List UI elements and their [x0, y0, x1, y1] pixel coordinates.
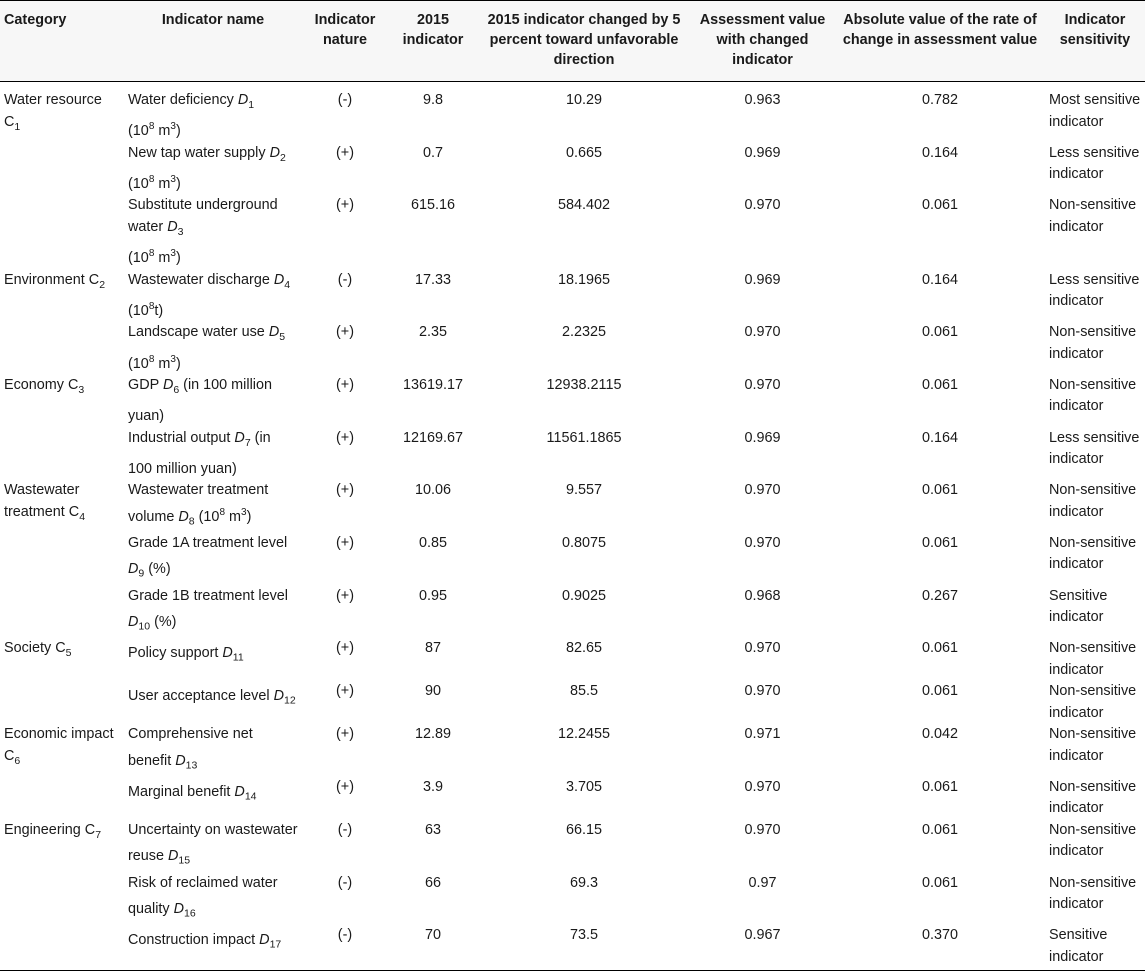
indicator-unit-text: (in 100 million yuan)	[128, 429, 271, 477]
indicator-unit-text: (in 100 million yuan)	[128, 376, 272, 425]
indicator-subscript: 8	[188, 515, 195, 528]
rate-of-change-cell: 0.061	[921, 376, 958, 393]
indicator-name-text: Marginal benefit	[128, 783, 235, 800]
indicator-subscript: 16	[184, 907, 196, 920]
category-cell	[0, 428, 124, 481]
category-text: Water resource C	[4, 92, 102, 130]
category-text: Society C	[4, 640, 66, 657]
indicator-subscript: 12	[284, 694, 296, 707]
indicator-name-text: Comprehensive net benefit	[128, 726, 253, 769]
indicator-unit-close: )	[246, 508, 252, 525]
indicator-unit-text: (%)	[144, 561, 171, 578]
table-row	[0, 533, 1145, 586]
category-text: Wastewater treatment C	[4, 482, 80, 520]
indicator-unit-text: (10	[128, 355, 149, 372]
category-text: Engineering C	[4, 821, 96, 838]
header-assessment-value: Assessment value with changed indicator	[690, 1, 835, 82]
changed-indicator-cell: 85.5	[569, 683, 598, 700]
indicator-nature-cell: (+)	[336, 482, 354, 499]
indicator-unit-end: t	[154, 302, 159, 319]
indicator-unit-superscript: 8	[148, 174, 155, 186]
indicator-variable: D	[167, 218, 178, 235]
changed-indicator-cell: 69.3	[569, 874, 598, 891]
indicator-sensitivity-cell: Non-sensitive indicator	[1049, 640, 1137, 678]
category-subscript: 5	[65, 647, 72, 660]
indicator-unit-end: m	[154, 250, 171, 267]
category-cell	[0, 322, 124, 375]
indicator-variable: D	[259, 932, 270, 949]
indicator-unit-superscript: 8	[148, 248, 155, 260]
indicator-sensitivity-cell: Non-sensitive indicator	[1049, 683, 1137, 721]
indicator-name-cell	[124, 777, 302, 820]
category-subscript: 3	[78, 383, 85, 396]
category-cell	[0, 82, 124, 143]
indicator-2015-cell: 12169.67	[402, 429, 464, 446]
indicator-sensitivity-cell: Non-sensitive indicator	[1049, 778, 1137, 817]
indicator-name-text: Policy support	[128, 645, 223, 662]
indicator-sensitivity-cell: Sensitive indicator	[1045, 925, 1145, 971]
indicator-name-text: Grade 1A treatment level	[128, 534, 288, 551]
indicator-variable: D	[273, 271, 285, 288]
assessment-value-cell: 0.970	[744, 376, 781, 393]
indicator-unit-close: )	[175, 250, 181, 267]
header-indicator-nature: Indicator nature	[302, 1, 388, 82]
rate-of-change-cell: 0.061	[921, 640, 958, 657]
indicator-sensitivity-cell: Sensitive indicator	[1049, 587, 1108, 626]
table-row	[0, 322, 1145, 375]
assessment-value-cell: 0.970	[744, 324, 781, 341]
rate-of-change-cell: 0.061	[921, 534, 958, 551]
indicator-subscript: 13	[185, 759, 198, 772]
indicator-name-cell	[124, 873, 302, 926]
indicator-name-text: Uncertainty on wastewater reuse	[128, 821, 298, 865]
category-cell	[0, 638, 124, 681]
assessment-value-cell: 0.969	[744, 429, 781, 446]
rate-of-change-cell: 0.164	[921, 144, 958, 161]
indicator-variable: D	[273, 688, 284, 705]
indicator-2015-cell: 13619.17	[402, 376, 464, 393]
category-cell	[0, 533, 124, 586]
changed-indicator-cell: 0.9025	[561, 587, 606, 604]
indicator-2015-cell: 0.95	[418, 587, 447, 604]
indicator-name-cell	[124, 925, 302, 971]
assessment-value-cell: 0.968	[744, 587, 781, 604]
indicator-nature-cell: (+)	[336, 778, 354, 795]
indicator-nature-cell: (-)	[337, 874, 353, 891]
indicator-name-text: Wastewater discharge	[128, 271, 274, 288]
changed-indicator-cell: 3.705	[565, 778, 602, 795]
category-cell	[0, 480, 124, 533]
indicator-subscript: 3	[177, 225, 184, 238]
indicator-variable: D	[234, 429, 245, 446]
indicator-unit-superscript: 8	[148, 121, 155, 133]
indicator-nature-cell: (+)	[336, 726, 354, 743]
indicator-sensitivity-cell: Non-sensitive indicator	[1049, 482, 1137, 520]
indicator-2015-cell: 70	[388, 925, 478, 971]
header-indicator-name: Indicator name	[124, 1, 302, 82]
indicator-unit-text: (10	[128, 302, 149, 319]
category-cell	[0, 681, 124, 724]
category-subscript: 4	[79, 510, 86, 523]
indicator-name-text: Water deficiency	[128, 92, 238, 108]
indicator-name-text: GDP	[128, 376, 163, 393]
indicator-variable: D	[175, 752, 186, 769]
rate-of-change-cell: 0.061	[921, 683, 958, 700]
indicator-name-cell	[124, 375, 302, 428]
indicator-name-cell	[124, 480, 302, 533]
rate-of-change-cell: 0.061	[921, 778, 958, 795]
indicator-unit-text: (%)	[150, 613, 177, 630]
rate-of-change-cell: 0.267	[921, 587, 958, 604]
category-subscript: 6	[14, 754, 21, 767]
indicator-variable: D	[268, 324, 280, 341]
indicator-2015-cell: 90	[424, 683, 441, 700]
changed-indicator-cell: 18.1965	[557, 271, 611, 288]
indicator-2015-cell: 3.9	[422, 778, 443, 795]
indicator-unit-end: m	[154, 175, 171, 192]
indicator-variable: D	[178, 508, 189, 525]
assessment-value-cell: 0.970	[744, 640, 781, 657]
indicator-nature-cell: (+)	[336, 324, 354, 341]
indicator-subscript: 4	[284, 278, 291, 291]
assessment-value-cell: 0.970	[744, 534, 781, 551]
indicator-subscript: 7	[244, 436, 251, 449]
indicator-sensitivity-cell: Less sensitive indicator	[1049, 144, 1140, 183]
rate-of-change-cell: 0.370	[835, 925, 1045, 971]
indicator-2015-cell: 2.35	[418, 324, 447, 341]
indicator-2015-cell: 0.7	[422, 144, 443, 161]
indicator-name-cell	[124, 82, 302, 143]
indicator-variable: D	[128, 613, 139, 630]
indicator-2015-cell: 615.16	[410, 197, 455, 214]
table-row	[0, 143, 1145, 196]
indicator-nature-cell: (+)	[336, 197, 354, 214]
table-row	[0, 724, 1145, 777]
assessment-value-cell: 0.970	[744, 821, 781, 838]
indicator-name-text: New tap water supply	[128, 144, 270, 161]
indicator-name-text: Substitute underground water	[128, 197, 278, 235]
category-cell	[0, 873, 124, 926]
indicator-nature-cell: (+)	[336, 429, 354, 446]
indicator-nature-cell: (-)	[337, 92, 353, 108]
changed-indicator-cell: 0.8075	[561, 534, 606, 551]
indicator-sensitivity-cell: Non-sensitive indicator	[1049, 534, 1137, 573]
category-text: Economic impact C	[4, 726, 114, 764]
table-row	[0, 925, 1145, 971]
indicator-2015-cell: 0.85	[418, 534, 447, 551]
assessment-value-cell: 0.967	[690, 925, 835, 971]
indicator-subscript: 11	[232, 651, 244, 664]
indicator-name-text: Risk of reclaimed water quality	[128, 874, 278, 917]
assessment-value-cell: 0.97	[748, 874, 777, 891]
indicator-nature-cell: (-)	[302, 925, 388, 971]
category-subscript: 1	[14, 120, 21, 133]
indicator-unit-superscript-2: 3	[170, 353, 176, 365]
table-body	[0, 82, 1145, 971]
assessment-value-cell: 0.971	[744, 726, 781, 743]
indicator-variable: D	[269, 144, 280, 161]
assessment-value-cell: 0.963	[744, 92, 781, 108]
indicator-name-cell	[124, 820, 302, 873]
indicator-2015-cell: 9.8	[422, 92, 443, 108]
indicator-unit-superscript-2: 3	[170, 248, 176, 260]
changed-indicator-cell: 12.2455	[557, 726, 611, 743]
indicator-name-cell	[124, 143, 302, 196]
table-row	[0, 428, 1145, 481]
indicator-subscript: 2	[279, 151, 286, 164]
category-text: Environment C	[4, 271, 100, 288]
indicator-variable: D	[173, 900, 185, 917]
indicator-variable: D	[237, 92, 249, 108]
indicator-nature-cell: (+)	[336, 587, 354, 604]
table-row	[0, 638, 1145, 681]
rate-of-change-cell: 0.061	[921, 197, 958, 214]
indicator-unit-close: )	[158, 302, 164, 319]
indicator-name-cell	[124, 681, 302, 724]
indicator-nature-cell: (+)	[336, 534, 354, 551]
indicator-subscript: 6	[173, 383, 180, 396]
indicator-name-cell	[124, 533, 302, 586]
category-cell	[0, 777, 124, 820]
table-row	[0, 270, 1145, 323]
category-cell	[0, 195, 124, 269]
indicator-unit-text: (10	[128, 175, 149, 192]
indicator-sensitivity-cell: Most sensitive indicator	[1049, 92, 1141, 130]
indicator-nature-cell: (+)	[336, 683, 354, 700]
indicator-name-cell	[124, 638, 302, 681]
category-cell	[0, 586, 124, 639]
indicator-2015-cell: 10.06	[414, 482, 451, 499]
indicator-name-text: Industrial output	[128, 429, 235, 446]
category-cell	[0, 270, 124, 323]
indicator-2015-cell: 63	[424, 821, 441, 838]
table-row	[0, 82, 1145, 143]
indicator-subscript: 15	[178, 855, 191, 868]
indicator-name-text: User acceptance level	[128, 688, 274, 705]
indicator-nature-cell: (+)	[336, 640, 354, 657]
table-row	[0, 480, 1145, 533]
indicator-unit-superscript: 8	[148, 353, 155, 365]
indicator-name-cell	[124, 724, 302, 777]
changed-indicator-cell: 584.402	[557, 197, 611, 214]
changed-indicator-cell: 66.15	[565, 821, 602, 838]
indicator-name-text: Construction impact	[128, 932, 260, 949]
indicator-sensitivity-cell: Non-sensitive indicator	[1049, 376, 1137, 415]
indicator-name-cell	[124, 586, 302, 639]
changed-indicator-cell: 2.2325	[561, 324, 606, 341]
rate-of-change-cell: 0.042	[921, 726, 958, 743]
indicator-variable: D	[168, 848, 179, 865]
category-cell	[0, 820, 124, 873]
indicator-subscript: 17	[269, 938, 282, 951]
indicator-name-text: Grade 1B treatment level	[128, 587, 288, 604]
indicator-nature-cell: (-)	[337, 271, 353, 288]
indicator-sensitivity-cell: Non-sensitive indicator	[1049, 874, 1137, 913]
changed-indicator-cell: 10.29	[565, 92, 602, 108]
category-subscript: 2	[99, 278, 106, 291]
changed-indicator-cell: 73.5	[478, 925, 690, 971]
indicator-name-cell	[124, 322, 302, 375]
assessment-value-cell: 0.969	[744, 144, 781, 161]
indicator-subscript: 14	[244, 790, 257, 803]
indicator-unit-superscript: 8	[219, 506, 226, 518]
indicator-nature-cell: (+)	[336, 376, 354, 393]
indicator-sensitivity-cell: Non-sensitive indicator	[1049, 324, 1137, 362]
indicator-subscript: 10	[138, 620, 151, 633]
table-row	[0, 375, 1145, 428]
changed-indicator-cell: 82.65	[565, 640, 602, 657]
indicator-subscript: 1	[248, 98, 255, 111]
rate-of-change-cell: 0.782	[921, 92, 958, 108]
indicator-unit-close: )	[175, 123, 181, 140]
header-2015-indicator: 2015 indicator	[388, 1, 478, 82]
indicator-2015-cell: 87	[424, 640, 441, 657]
assessment-value-cell: 0.969	[744, 271, 781, 288]
indicator-sensitivity-cell: Less sensitive indicator	[1049, 271, 1140, 310]
changed-indicator-cell: 0.665	[565, 144, 602, 161]
indicator-nature-cell: (-)	[337, 821, 353, 838]
indicator-variable: D	[162, 376, 174, 393]
assessment-value-cell: 0.970	[744, 197, 781, 214]
table-row	[0, 777, 1145, 820]
indicator-unit-close: )	[175, 175, 181, 192]
rate-of-change-cell: 0.164	[921, 429, 958, 446]
indicator-variable: D	[128, 561, 139, 578]
indicator-variable: D	[234, 783, 245, 800]
category-cell	[0, 724, 124, 777]
indicator-name-cell	[124, 270, 302, 323]
table-row	[0, 195, 1145, 269]
header-row	[0, 1, 1145, 82]
indicator-sensitivity-cell: Non-sensitive indicator	[1049, 726, 1137, 764]
indicator-unit-superscript-2: 3	[170, 174, 176, 186]
rate-of-change-cell: 0.061	[921, 324, 958, 341]
indicator-variable: D	[222, 645, 233, 662]
indicator-unit-text: (10	[128, 250, 149, 267]
indicator-subscript: 9	[138, 568, 145, 581]
indicator-sensitivity-cell: Non-sensitive indicator	[1049, 197, 1137, 235]
indicator-name-text: Wastewater treatment volume	[128, 482, 269, 525]
indicator-2015-cell: 66	[424, 874, 441, 891]
indicator-unit-end: m	[154, 123, 171, 140]
assessment-value-cell: 0.970	[744, 683, 781, 700]
table-row	[0, 820, 1145, 873]
indicator-unit-superscript: 8	[148, 300, 155, 312]
table-header	[0, 1, 1145, 82]
indicator-sensitivity-cell: Non-sensitive indicator	[1049, 821, 1137, 860]
indicator-unit-superscript-2: 3	[241, 506, 247, 518]
table-row	[0, 586, 1145, 639]
header-rate-of-change: Absolute value of the rate of change in assessment value	[835, 1, 1045, 82]
assessment-value-cell: 0.970	[744, 482, 781, 499]
indicator-unit-end: m	[154, 355, 171, 372]
category-text: Economy C	[4, 376, 79, 393]
changed-indicator-cell: 9.557	[565, 482, 602, 499]
category-subscript: 7	[95, 828, 102, 841]
header-category: Category	[0, 1, 124, 82]
indicator-unit-text: (10	[128, 123, 149, 140]
indicator-unit-text: (10	[194, 508, 220, 525]
header-changed-indicator: 2015 indicator changed by 5 percent toward unfavorable direction	[478, 1, 690, 82]
indicator-sensitivity-cell: Less sensitive indicator	[1049, 429, 1140, 468]
indicator-unit-end: m	[225, 508, 242, 525]
header-indicator-sensitivity: Indicator sensitivity	[1045, 1, 1145, 82]
category-cell	[0, 925, 124, 971]
category-cell	[0, 143, 124, 196]
table-row	[0, 681, 1145, 724]
category-cell	[0, 375, 124, 428]
rate-of-change-cell: 0.061	[921, 821, 958, 838]
indicator-2015-cell: 17.33	[414, 271, 451, 288]
rate-of-change-cell: 0.061	[921, 482, 958, 499]
indicator-nature-cell: (+)	[336, 144, 354, 161]
indicator-2015-cell: 12.89	[414, 726, 451, 743]
indicator-unit-close: )	[175, 355, 181, 372]
indicator-name-cell	[124, 428, 302, 481]
changed-indicator-cell: 11561.1865	[546, 429, 622, 446]
indicator-name-cell	[124, 195, 302, 269]
indicator-unit-superscript-2: 3	[170, 121, 176, 133]
rate-of-change-cell: 0.164	[921, 271, 958, 288]
indicator-name-text: Landscape water use	[128, 324, 269, 341]
assessment-value-cell: 0.970	[744, 778, 781, 795]
indicator-subscript: 5	[279, 331, 286, 344]
changed-indicator-cell: 12938.2115	[546, 376, 622, 393]
table-row	[0, 873, 1145, 926]
rate-of-change-cell: 0.061	[921, 874, 958, 891]
